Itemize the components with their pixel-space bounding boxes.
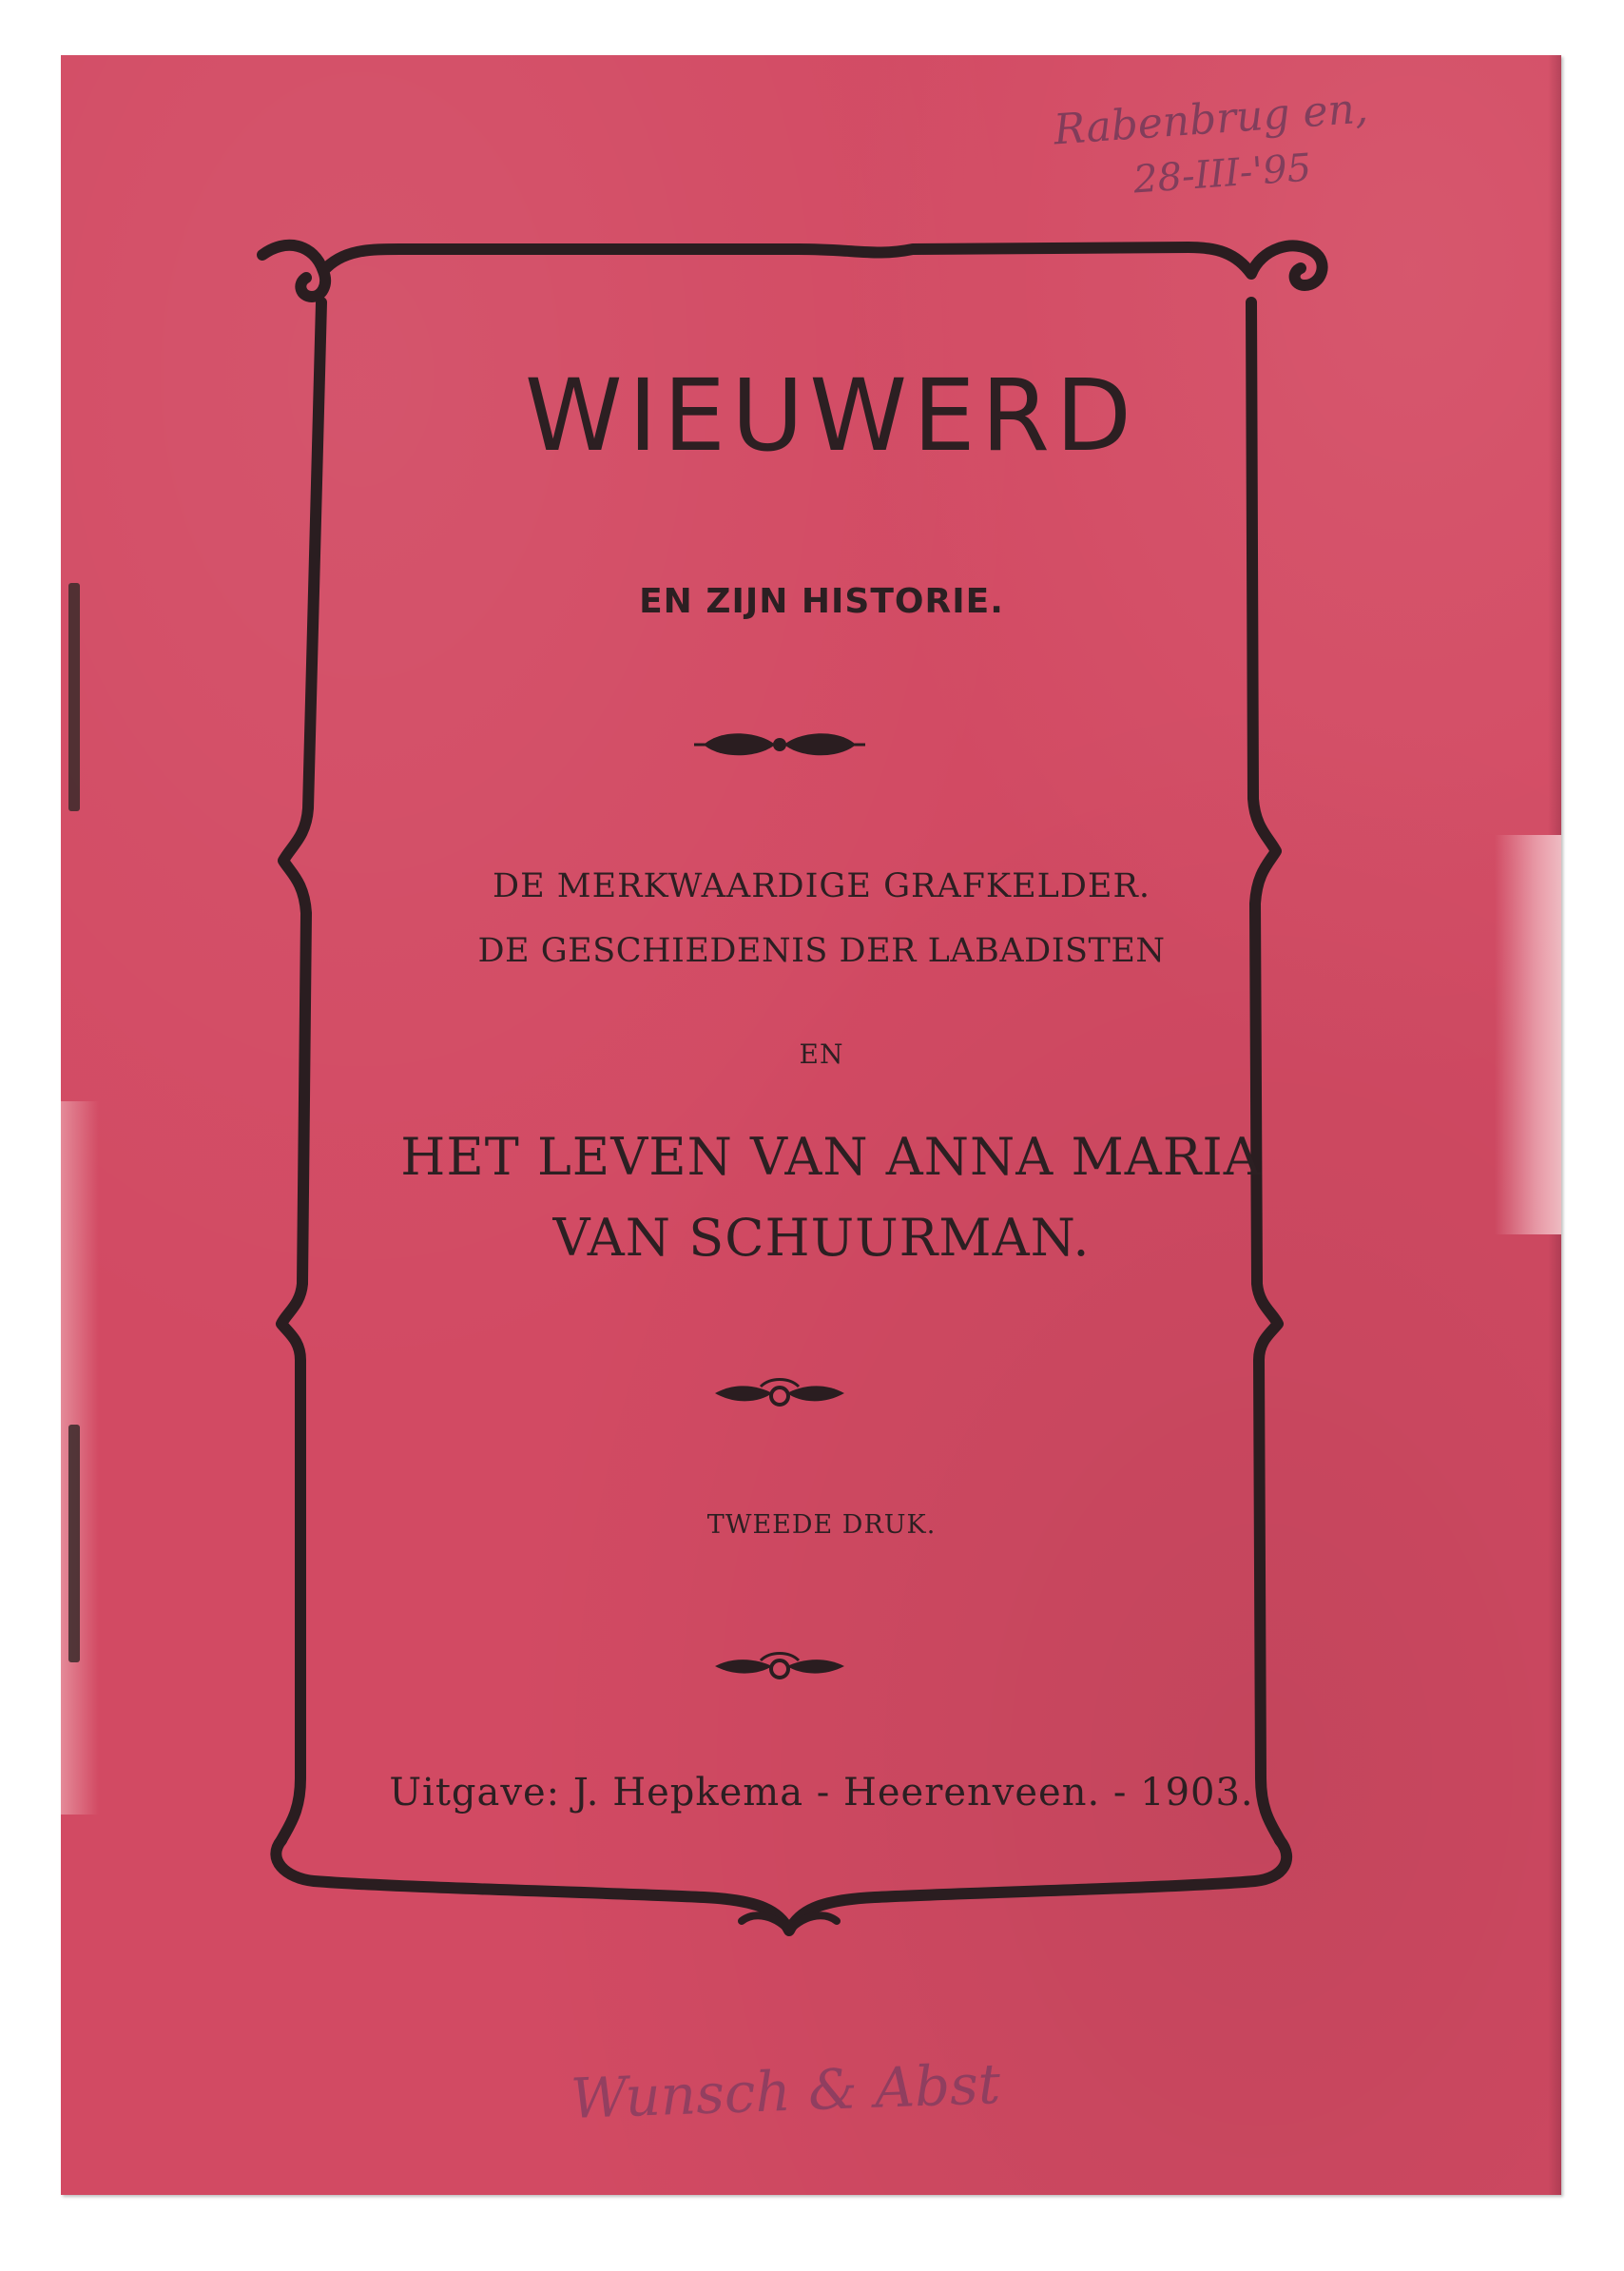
frame-top-arch [262,245,1323,297]
scroll-ornament-middle [715,1380,844,1406]
publisher-imprint: Uitgave: J. Hepkema - Heerenveen. - 1903. [389,1771,1254,1815]
handwritten-note-top-1: Rabenbrug en, [1052,84,1370,155]
contents-line-3: HET LEVEN VAN ANNA MARIA [400,1127,1262,1187]
edition-label: TWEEDE DRUK. [706,1510,937,1540]
contents-line-1: DE MERKWAARDIGE GRAFKELDER. [493,867,1150,905]
frame-left-border [281,302,321,1840]
contents-line-4: VAN SCHUURMAN. [552,1208,1091,1268]
book-title: WIEUWERD [524,358,1138,474]
frame-bottom-curve [276,1840,1286,1931]
leaf-ornament-top [694,733,865,755]
contents-line-2: DE GESCHIEDENIS DER LABADISTEN [477,932,1166,970]
conjunction: EN [799,1038,844,1070]
scroll-ornament-bottom [715,1654,844,1679]
handwritten-note-top-2: 28-III-'95 [1131,146,1313,203]
book-subtitle: EN ZIJN HISTORIE. [639,582,1004,621]
handwritten-signature: Wunsch & Abst [569,2051,1002,2131]
frame-right-border [1251,302,1280,1840]
